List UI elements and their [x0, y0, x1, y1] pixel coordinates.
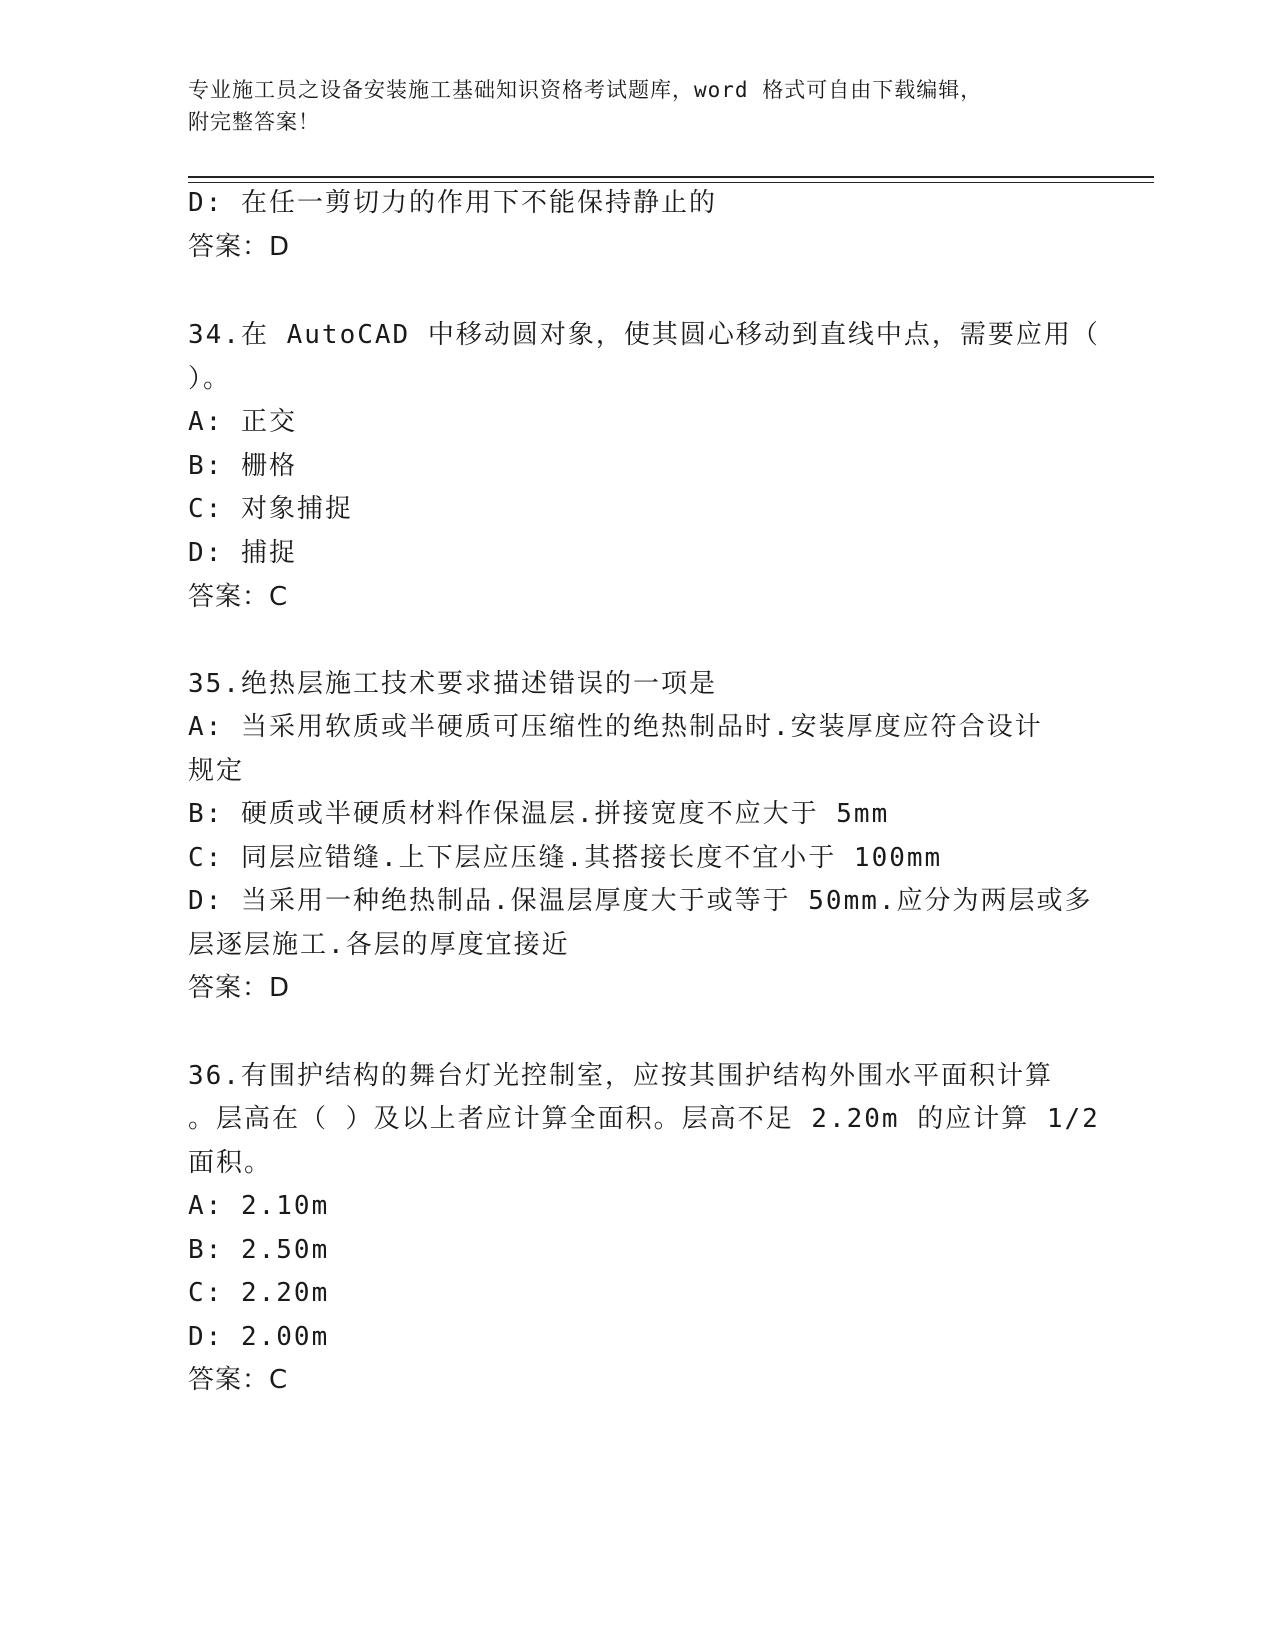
- q34-option-a: A: 正交: [188, 407, 297, 437]
- q35-option-c: C: 同层应错缝.上下层应压缝.其搭接长度不宜小于 100mm: [188, 843, 943, 873]
- prev-answer: 答案：D: [188, 232, 291, 262]
- q36-stem-line-2: 。层高在（ ）及以上者应计算全面积。层高不足 2.20m 的应计算 1/2: [188, 1104, 1100, 1134]
- q36-answer: 答案：C: [188, 1365, 289, 1395]
- q35-option-d-line-2: 层逐层施工.各层的厚度宜接近: [188, 930, 570, 960]
- q34-stem-line-1: 34.在 AutoCAD 中移动圆对象，使其圆心移动到直线中点，需要应用（: [188, 320, 1100, 350]
- prev-option-d: D: 在任一剪切力的作用下不能保持静止的: [188, 188, 717, 218]
- q35-answer: 答案：D: [188, 973, 291, 1003]
- q34-stem-line-2: ）。: [188, 364, 232, 394]
- q34-option-c: C: 对象捕捉: [188, 494, 353, 524]
- q36-option-d: D: 2.00m: [188, 1322, 330, 1352]
- document-header: 专业施工员之设备安装施工基础知识资格考试题库，word 格式可自由下载编辑， 附完整答案！: [188, 78, 983, 134]
- q36-option-c: C: 2.20m: [188, 1278, 330, 1308]
- q35-option-b: B: 硬质或半硬质材料作保温层.拼接宽度不应大于 5mm: [188, 799, 890, 829]
- q35-option-a-line-1: A: 当采用软质或半硬质可压缩性的绝热制品时.安装厚度应符合设计: [188, 712, 1043, 742]
- q34-option-b: B: 栅格: [188, 451, 297, 481]
- q35-option-d-line-1: D: 当采用一种绝热制品.保温层厚度大于或等于 50mm.应分为两层或多: [188, 886, 1093, 916]
- q35-option-a-line-2: 规定: [188, 756, 245, 786]
- header-divider-thin: [188, 182, 1154, 183]
- header-divider-thick: [188, 176, 1154, 178]
- q34-answer: 答案：C: [188, 582, 289, 612]
- q36-stem-line-3: 面积。: [188, 1148, 273, 1178]
- q36-option-b: B: 2.50m: [188, 1235, 330, 1265]
- q36-option-a: A: 2.10m: [188, 1191, 330, 1221]
- q36-stem-line-1: 36.有围护结构的舞台灯光控制室，应按其围护结构外围水平面积计算: [188, 1061, 1053, 1091]
- q35-stem-line-1: 35.绝热层施工技术要求描述错误的一项是: [188, 669, 717, 699]
- q34-option-d: D: 捕捉: [188, 538, 297, 568]
